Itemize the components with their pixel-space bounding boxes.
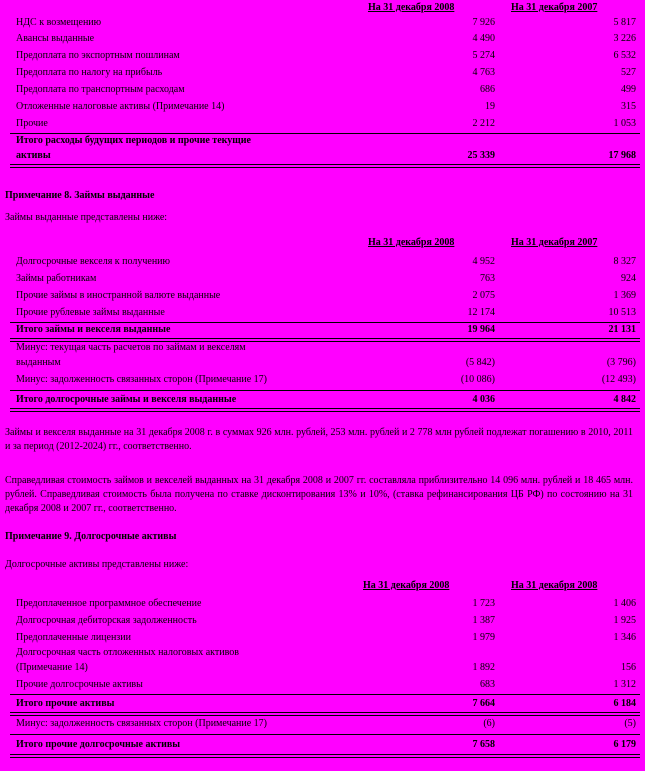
row-value-2008: 4 952: [472, 256, 495, 267]
row-value-2008: 19: [485, 101, 495, 112]
row-value-2008: 5 274: [472, 50, 495, 61]
row-label: Долгосрочные векселя к получению: [16, 256, 171, 267]
row-label: Долгосрочная дебиторская задолженность: [16, 615, 197, 626]
row-label: Предоплаченные лицензии: [16, 632, 131, 643]
note8-minus1-2008: (5 842): [465, 357, 495, 368]
total-2008: 7 658: [472, 739, 495, 750]
note9-col1-header: На 31 декабря 2008: [363, 580, 450, 591]
table-row: [10, 718, 640, 732]
row-value-2007: 1 346: [613, 632, 636, 643]
row-label: Займы работникам: [16, 273, 97, 284]
row-value-2007: 1 406: [613, 598, 636, 609]
row-value-2008: 4 763: [472, 67, 495, 78]
table-total-row: [10, 324, 640, 338]
row-value-2008: 1 387: [472, 615, 495, 626]
note8-minus1-label-line2: выданным: [16, 357, 61, 368]
row-label: НДС к возмещению: [16, 17, 102, 28]
row-value-2007: 527: [621, 67, 636, 78]
note8-paragraph-maturity: Займы и векселя выданные на 31 декабря 2008 г. в суммах 926 млн. рублей, 253 млн. рублей и 2 778 млн рублей подлежат погашению в 2010, 2011 и за период (2012-2024) гг., соответственно.: [5, 427, 633, 452]
row-value-2008: 686: [480, 84, 495, 95]
t1-total-2008: 25 339: [467, 150, 495, 161]
table-row: [10, 374, 640, 388]
row-label: Минус: задолженность связанных сторон (Примечание 17): [16, 718, 268, 729]
total-2007: 21 131: [608, 324, 636, 335]
note8-minus1-2007: (3 796): [606, 357, 636, 368]
row-value-2007: 499: [621, 84, 636, 95]
table-row: [10, 101, 640, 115]
row-value-2007: 1 925: [613, 615, 636, 626]
note8-col2-header: На 31 декабря 2007: [511, 237, 598, 248]
table-row: [10, 307, 640, 321]
total-2008: 19 964: [467, 324, 495, 335]
note9-row4-2007: 156: [621, 662, 636, 673]
row-value-2007: 924: [621, 273, 636, 284]
table-row: [10, 67, 640, 81]
row-label: Минус: задолженность связанных сторон (Примечание 17): [16, 374, 268, 385]
total-label: Итого прочие активы: [16, 698, 115, 709]
row-value-2007: 315: [621, 101, 636, 112]
note9-row4-label-line1: Долгосрочная часть отложенных налоговых активов: [16, 647, 240, 658]
table-row: [10, 290, 640, 304]
row-value-2007: (12 493): [601, 374, 636, 385]
row-value-2008: 1 723: [472, 598, 495, 609]
note9-col2-header: На 31 декабря 2008: [511, 580, 598, 591]
table-row: [10, 598, 640, 612]
row-value-2007: 6 532: [613, 50, 636, 61]
t1-col1-header: На 31 декабря 2008: [368, 2, 455, 13]
table-row: [10, 118, 640, 132]
note9-subtitle: Долгосрочные активы представлены ниже:: [5, 559, 189, 570]
row-value-2007: 5 817: [613, 17, 636, 28]
note8-paragraph-fair-value: Справедливая стоимость займов и векселей выданных на 31 декабря 2008 и 2007 гг. составляла приблизительно 14 096 млн. рублей и 18 465 млн. рублей. Справедливая стоимость была получена по ставке дисконтирования 13% и 10%, (ставка рефинансирования ЦБ РФ) по состоянию на 31 декабря 2008 и 2007 гг., соответственно.: [5, 475, 633, 514]
row-value-2007: 3 226: [613, 33, 636, 44]
row-value-2008: 4 490: [472, 33, 495, 44]
total-2008: 4 036: [472, 394, 495, 405]
row-value-2008: 2 212: [472, 118, 495, 129]
row-value-2007: 1 053: [613, 118, 636, 129]
total-2007: 4 842: [613, 394, 636, 405]
row-value-2007: 8 327: [613, 256, 636, 267]
row-label: Прочие рублевые займы выданные: [16, 307, 165, 318]
row-label: Предоплата по экспортным пошлинам: [16, 50, 180, 61]
table-row: [10, 632, 640, 646]
table-row: [10, 50, 640, 64]
divider: [10, 694, 640, 695]
table-row: [10, 273, 640, 287]
note9-row4-label-line2: (Примечание 14): [16, 662, 88, 673]
table-total-row: [10, 394, 640, 408]
row-label: Предоплаченное программное обеспечение: [16, 598, 202, 609]
row-value-2008: 12 174: [467, 307, 495, 318]
row-value-2007: 10 513: [608, 307, 636, 318]
note8-minus1-label-line1: Минус: текущая часть расчетов по займам и векселям: [16, 342, 246, 353]
row-value-2008: 1 979: [472, 632, 495, 643]
t1-total-2007: 17 968: [608, 150, 636, 161]
row-label: Прочие займы в иностранной валюте выданные: [16, 290, 221, 301]
note8-subtitle: Займы выданные представлены ниже:: [5, 212, 168, 223]
row-label: Прочие долгосрочные активы: [16, 679, 143, 690]
table-row: [10, 84, 640, 98]
table-row: [10, 17, 640, 31]
row-value-2008: 7 926: [472, 17, 495, 28]
row-value-2008: 683: [480, 679, 495, 690]
divider: [10, 322, 640, 323]
double-divider: [10, 754, 640, 758]
row-label: Авансы выданные: [16, 33, 95, 44]
row-value-2008: (6): [483, 718, 495, 729]
t1-total-label-line2: активы: [16, 150, 51, 161]
t1-total-label-line1: Итого расходы будущих периодов и прочие текущие: [16, 135, 251, 146]
table-total-row: [10, 739, 640, 753]
total-2007: 6 179: [613, 739, 636, 750]
double-divider: [10, 164, 640, 168]
note8-title: Примечание 8. Займы выданные: [5, 190, 155, 201]
row-label: Отложенные налоговые активы (Примечание 14): [16, 101, 225, 112]
t1-col2-header: На 31 декабря 2007: [511, 2, 598, 13]
row-label: Прочие: [16, 118, 48, 129]
row-value-2007: 1 312: [613, 679, 636, 690]
table-row: [10, 679, 640, 693]
total-label: Итого прочие долгосрочные активы: [16, 739, 181, 750]
total-2007: 6 184: [613, 698, 636, 709]
table-row: [10, 256, 640, 270]
note9-title: Примечание 9. Долгосрочные активы: [5, 531, 177, 542]
divider: [10, 133, 640, 134]
divider: [10, 390, 640, 391]
row-value-2007: (5): [624, 718, 636, 729]
row-value-2008: (10 086): [460, 374, 495, 385]
row-value-2008: 2 075: [472, 290, 495, 301]
note9-row4-2008: 1 892: [472, 662, 495, 673]
row-label: Предоплата по транспортным расходам: [16, 84, 185, 95]
table-row: [10, 33, 640, 47]
divider: [10, 734, 640, 735]
row-value-2008: 763: [480, 273, 495, 284]
row-value-2007: 1 369: [613, 290, 636, 301]
double-divider: [10, 712, 640, 716]
total-2008: 7 664: [472, 698, 495, 709]
table-total-row: [10, 698, 640, 712]
row-label: Предоплата по налогу на прибыль: [16, 67, 163, 78]
double-divider: [10, 408, 640, 412]
total-label: Итого долгосрочные займы и векселя выданные: [16, 394, 237, 405]
table-row: [10, 615, 640, 629]
note8-col1-header: На 31 декабря 2008: [368, 237, 455, 248]
total-label: Итого займы и векселя выданные: [16, 324, 171, 335]
